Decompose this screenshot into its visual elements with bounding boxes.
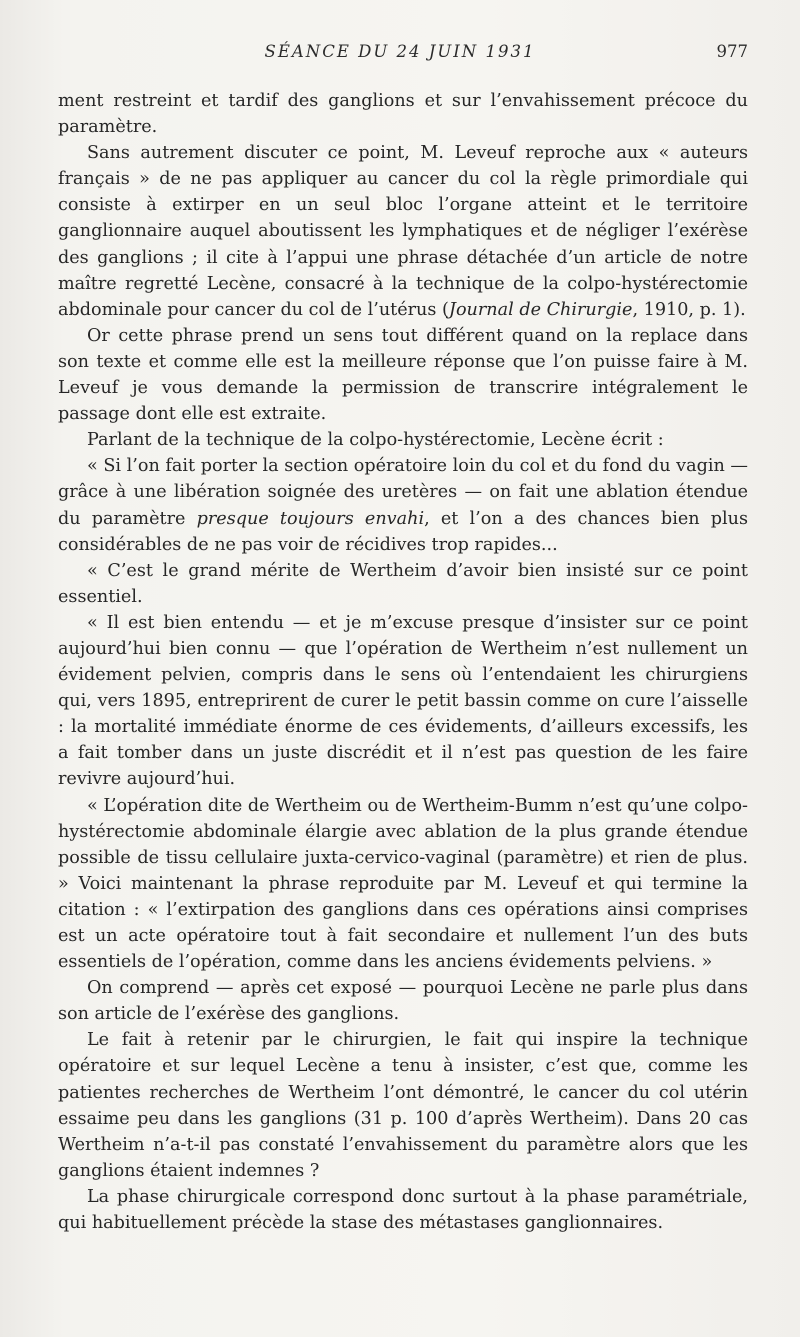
paragraph-text-after: , 1910, p. 1). bbox=[632, 299, 746, 320]
running-header-title: SÉANCE DU 24 JUIN 1931 bbox=[264, 42, 536, 61]
paragraph-text: « Il est bien entendu — et je m’excuse presque d’insister sur ce point aujourd’hui bien connu — que l’opération de Wertheim n’est nullement un évidement pelvien, compris dans le sens où l’entendaient les chirurgiens qui, vers 1895, entreprirent de curer le petit bassin comme on cure l’aisselle : la mortalité immédiate énorme de ces évidements, d’ailleurs excessifs, les a fait tomber dans un juste discrédit et il n’est pas question de les faire revivre aujourd’hui. bbox=[58, 612, 748, 790]
paragraph-text: ment restreint et tardif des ganglions et sur l’envahissement précoce du paramètre. bbox=[58, 91, 748, 138]
paragraph-text: « C’est le grand mérite de Wertheim d’avoir bien insisté sur ce point essentiel. bbox=[58, 560, 748, 607]
page-number: 977 bbox=[716, 42, 748, 61]
paragraph-3 bbox=[58, 323, 748, 427]
paragraph-text-after: , et l’on a des chances bien plus considérables de ne pas voir de récidives trop rapides... bbox=[58, 508, 749, 555]
paragraph-11 bbox=[58, 1184, 748, 1236]
paragraph-text: « L’opération dite de Wertheim ou de Wertheim-Bumm n’est qu’une colpo-hystérectomie abdominale élargie avec ablation de la plus grande étendue possible de tissu cellulaire juxta-cervico-vaginal (paramètre) et rien de plus. » Voici maintenant la phrase reproduite par M. Leveuf et qui termine la citation : « l’extirpation des ganglions dans ces opérations ainsi comprises est un acte opératoire tout à fait secondaire et nullement l’un des buts essentiels de l’opération, comme dans les anciens évidements pelviens. » bbox=[58, 795, 748, 973]
paragraph-text: La phase chirurgicale correspond donc surtout à la phase paramétriale, qui habituellement précède la stase des métastases ganglionnaires. bbox=[58, 1186, 748, 1234]
paragraph-6 bbox=[58, 558, 748, 610]
body-text bbox=[58, 88, 748, 1236]
running-header bbox=[0, 42, 800, 66]
paragraph-text: Parlant de la technique de la colpo-hystérectomie, Lecène écrit : bbox=[87, 430, 664, 451]
paragraph-2 bbox=[58, 140, 748, 323]
paragraph-9 bbox=[58, 975, 748, 1027]
paragraph-10 bbox=[58, 1027, 748, 1184]
paragraph-text: Le fait à retenir par le chirurgien, le fait qui inspire la technique opératoire et sur lequel Lecène a tenu à insister, c’est que, comme les patientes recherches de Wertheim l’ont démontré, le cancer du col utérin essaime peu dans les ganglions (31 p. 100 d’après Wertheim). Dans 20 cas Wertheim n’a-t-il pas constaté l’envahissement du paramètre alors que les ganglions étaient indemnes ? bbox=[58, 1030, 748, 1181]
paragraph-8 bbox=[58, 793, 748, 976]
paragraph-text: « Si l’on fait porter la section opératoire loin du col et du fond du vagin — grâce à une libération soignée des uretères — on fait une ablation étendue du paramètre bbox=[58, 456, 748, 529]
paragraph-text: Or cette phrase prend un sens tout différent quand on la replace dans son texte et comme elle est la meilleure réponse que l’on puisse faire à M. Leveuf je vous demande la permission de transcrire intégralement le passage dont elle est extraite. bbox=[58, 325, 748, 425]
paragraph-5 bbox=[58, 453, 748, 557]
italic-emphasis: presque toujours envahi bbox=[196, 508, 425, 529]
paragraph-4 bbox=[58, 427, 748, 453]
journal-title: Journal de Chirurgie bbox=[448, 299, 633, 320]
paragraph-7 bbox=[58, 610, 748, 793]
paragraph-text: On comprend — après cet exposé — pourquoi Lecène ne parle plus dans son article de l’exérèse des ganglions. bbox=[58, 978, 748, 1025]
paragraph-text: Sans autrement discuter ce point, M. Leveuf reproche aux « auteurs français » de ne pas appliquer au cancer du col la règle primordiale qui consiste à extirper en un seul bloc l’organe atteint et le territoire ganglionnaire auquel aboutissent les lymphatiques et de négliger l’exérèse des ganglions ; il cite à l’appui une phrase détachée d’un article de notre maître regretté Lecène, consacré à la technique de la colpo-hystérectomie abdominale pour cancer du col de l’utérus ( bbox=[58, 143, 748, 320]
paragraph-1 bbox=[58, 88, 748, 140]
